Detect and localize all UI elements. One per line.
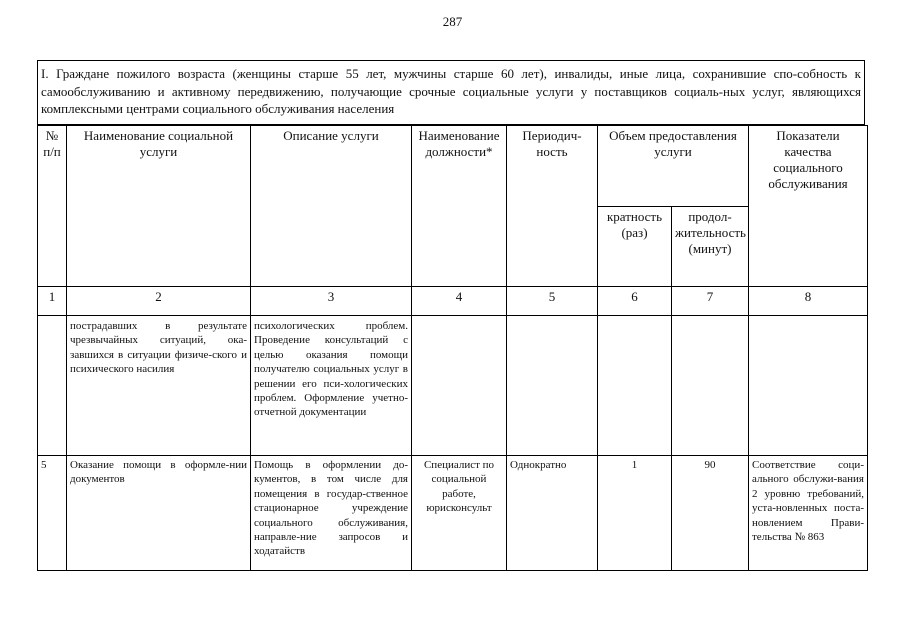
header-duration: продол-жительность (минут) — [672, 207, 749, 287]
table-header-row — [38, 126, 868, 207]
table-row — [38, 316, 868, 456]
row-periodicity — [507, 316, 598, 456]
row-count: 1 — [598, 456, 672, 571]
header-service-name: Наименование социальной услуги — [67, 126, 251, 287]
row-description: психологических проблем. Проведение консультаций с целью оказания помощи получателю социальных услуг в решении его пси-хологических проблем. Оформление учетно-отчетной документации — [251, 316, 412, 456]
column-numbers-row — [38, 287, 868, 316]
column-number: 1 — [38, 287, 67, 316]
row-description: Помощь в оформлении до-кументов, в том числе для помещения в государ-ственное стационарное учреждение социального обслуживания, направле-ние запросов и ходатайств — [251, 456, 412, 571]
column-number: 5 — [507, 287, 598, 316]
row-duration — [672, 316, 749, 456]
row-periodicity: Однократно — [507, 456, 598, 571]
header-volume: Объем предоставления услуги — [598, 126, 749, 207]
header-number: № п/п — [38, 126, 67, 287]
column-number: 2 — [67, 287, 251, 316]
row-quality: Соответствие соци-ального обслужи-вания 2 уровню требований, уста-новленных поста-новлением Прави-тельства № 863 — [749, 456, 868, 571]
header-quality: Показатели качества социального обслуживания — [749, 126, 868, 287]
header-periodicity: Периодич-ность — [507, 126, 598, 287]
header-count: кратность (раз) — [598, 207, 672, 287]
column-number: 6 — [598, 287, 672, 316]
page-number: 287 — [442, 14, 463, 29]
row-position — [412, 316, 507, 456]
header-position: Наименование должности* — [412, 126, 507, 287]
row-count — [598, 316, 672, 456]
section-title: I. Граждане пожилого возраста (женщины старше 55 лет, мужчины старше 60 лет), инвалиды, иные лица, сохранившие спо-собность к самообслуживанию и активному передвижению, получающие срочные социальные услуги у поставщиков социаль-ных услуг, являющихся комплексными центрами социального обслуживания населения — [37, 60, 865, 125]
row-position: Специалист по социальной работе, юрисконсульт — [412, 456, 507, 571]
column-number: 7 — [672, 287, 749, 316]
row-service-name: Оказание помощи в оформле-нии документов — [67, 456, 251, 571]
table-row — [38, 456, 868, 571]
column-number: 8 — [749, 287, 868, 316]
row-duration: 90 — [672, 456, 749, 571]
column-number: 3 — [251, 287, 412, 316]
column-number: 4 — [412, 287, 507, 316]
row-number — [38, 316, 67, 456]
header-description: Описание услуги — [251, 126, 412, 287]
row-number: 5 — [38, 456, 67, 571]
services-table — [37, 125, 868, 571]
row-quality — [749, 316, 868, 456]
row-service-name: пострадавших в результате чрезвычайных ситуаций, ока-завшихся в ситуации физиче-ского и психического насилия — [67, 316, 251, 456]
